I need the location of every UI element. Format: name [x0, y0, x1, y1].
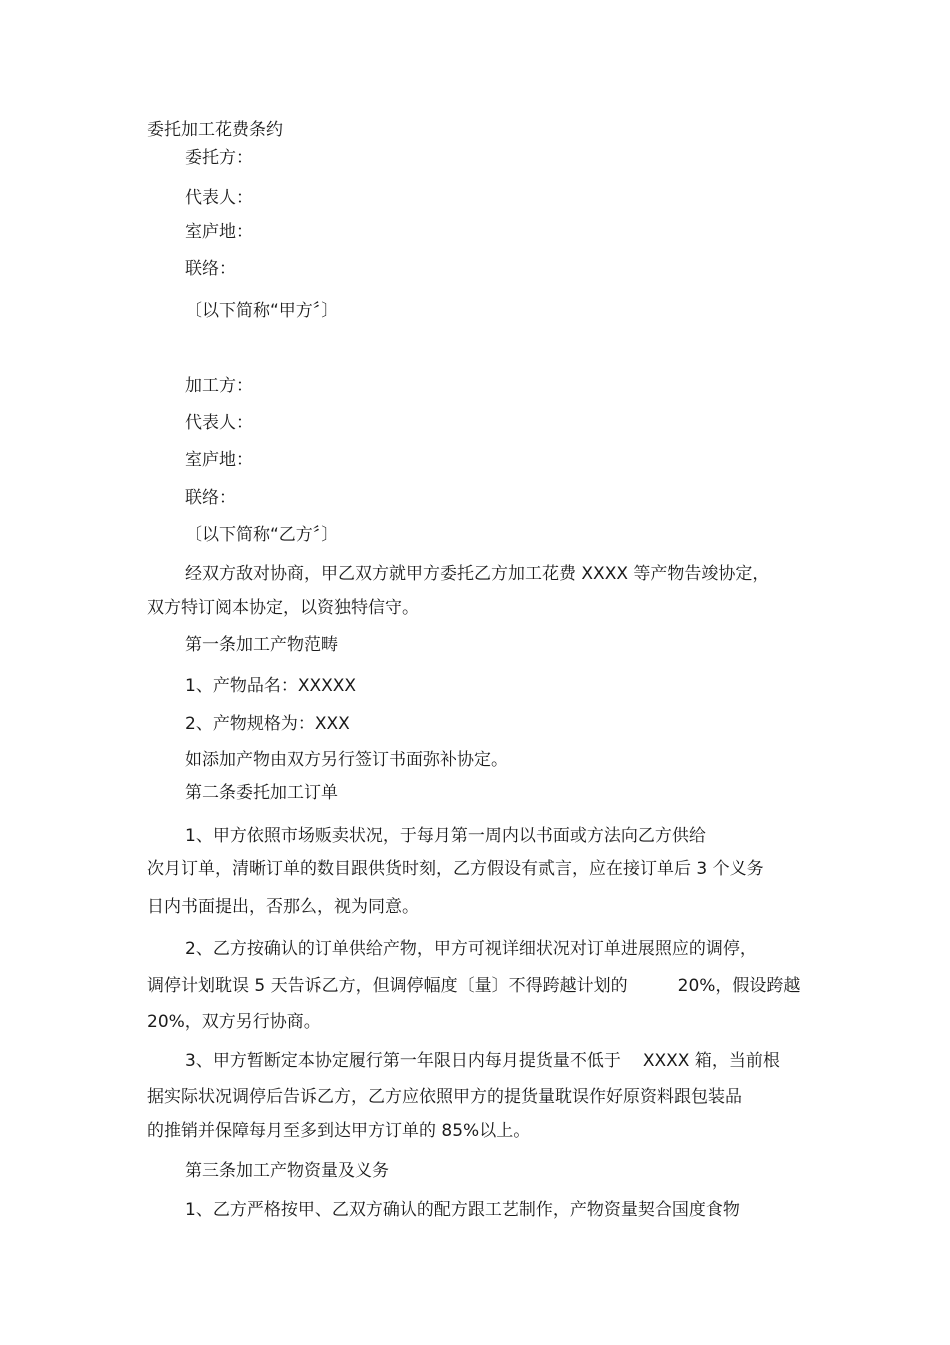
article-2-p3-line-1-a: 3、甲方暂断定本协定履行第一年限日内每月提货量不低于: [185, 1051, 621, 1071]
article-2-p3-line-3: 的推销并保障每月至多到达甲方订单的 85%以上。: [147, 1121, 531, 1141]
article-2-p1-line-1: 1、甲方依照市场贩卖状况，于每月第一周内以书面或方法向乙方供给: [185, 826, 706, 846]
article-1-item-1: 1、产物品名：XXXXX: [185, 676, 357, 696]
party-b-rep-label: 代表人：: [185, 413, 253, 433]
article-2-p2-line-2-b: 20%，假设跨越: [677, 976, 801, 996]
article-3-item-1: 1、乙方严格按甲、乙双方确认的配方跟工艺制作，产物资量契合国度食物: [185, 1200, 740, 1220]
party-b-name-label: 加工方：: [185, 376, 253, 396]
article-2-p2-line-2-a: 调停计划耽误 5 天告诉乙方，但调停幅度〔量〕不得跨越计划的: [147, 976, 628, 996]
article-2-p2-line-1: 2、乙方按确认的订单供给产物，甲方可视详细状况对订单进展照应的调停，: [185, 939, 757, 959]
preamble-line-2: 双方特订阅本协定，以资独特信守。: [147, 598, 419, 618]
article-2-heading: 第二条委托加工订单: [185, 783, 338, 803]
party-a-name-label: 委托方：: [185, 148, 253, 168]
article-2-p3-line-2: 据实际状况调停后告诉乙方，乙方应依照甲方的提货量耽误作好原资料跟包装品: [147, 1087, 742, 1107]
article-1-note: 如添加产物由双方另行签订书面弥补协定。: [185, 750, 508, 770]
article-3-heading: 第三条加工产物资量及义务: [185, 1161, 389, 1181]
article-2-p1-line-2: 次月订单，清晰订单的数目跟供货时刻，乙方假设有贰言，应在接订单后 3 个义务: [147, 859, 764, 879]
party-b-abbrev: 〔以下简称“乙方〞〕: [185, 525, 339, 545]
party-a-rep-label: 代表人：: [185, 188, 253, 208]
article-2-p1-line-3: 日内书面提出，否那么，视为同意。: [147, 897, 419, 917]
article-1-heading: 第一条加工产物范畴: [185, 635, 338, 655]
article-2-p2-line-3: 20%，双方另行协商。: [147, 1012, 321, 1032]
party-b-contact-label: 联络：: [185, 488, 236, 508]
party-a-address-label: 室庐地：: [185, 222, 253, 242]
article-2-p3-line-1: [185, 1050, 780, 1072]
preamble-line-1: 经双方敌对协商，甲乙双方就甲方委托乙方加工花费 XXXX 等产物告竣协定，: [185, 564, 770, 584]
article-1-item-2: 2、产物规格为：XXX: [185, 714, 350, 734]
party-b-address-label: 室庐地：: [185, 450, 253, 470]
article-2-p2-line-2: [147, 975, 800, 997]
party-a-contact-label: 联络：: [185, 259, 236, 279]
party-a-abbrev: 〔以下简称“甲方〞〕: [185, 301, 339, 321]
article-2-p3-line-1-b: XXXX 箱，当前根: [642, 1051, 780, 1071]
document-title: 委托加工花费条约: [147, 120, 283, 140]
